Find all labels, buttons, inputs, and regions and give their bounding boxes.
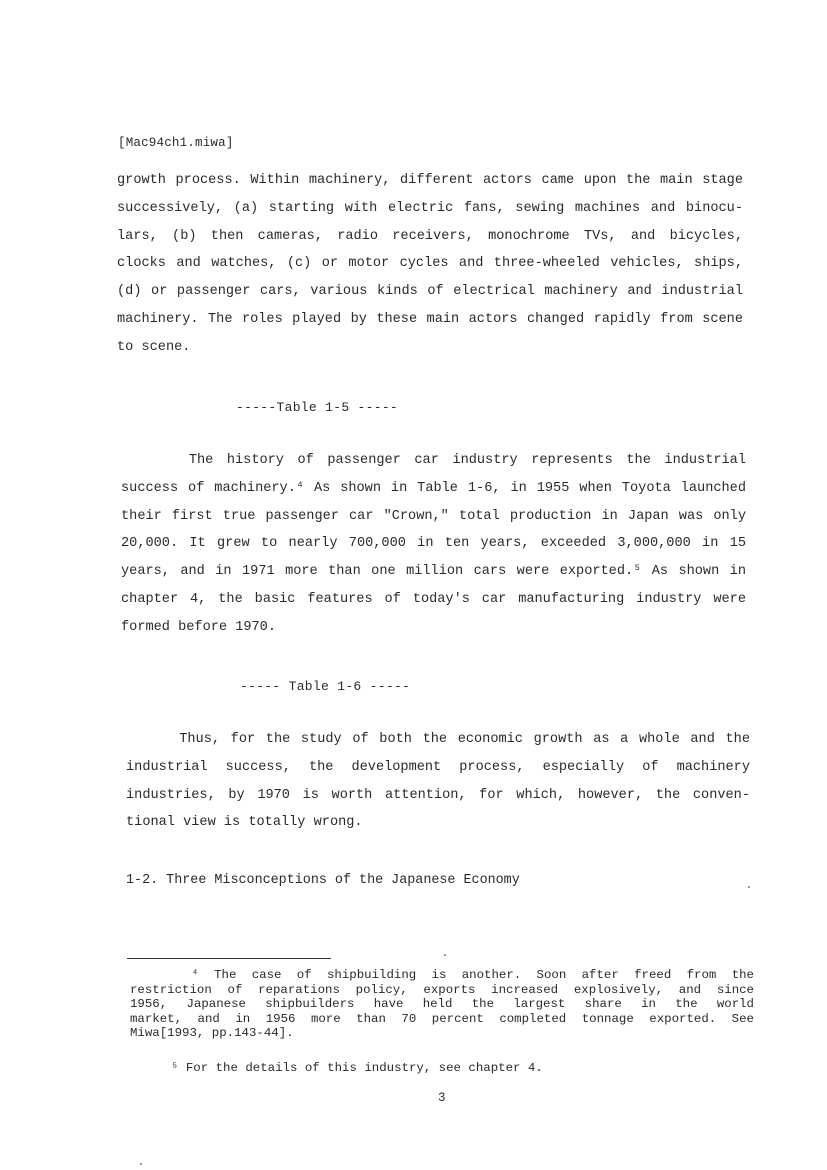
scan-speck [748, 886, 750, 888]
paragraph-line: industries, by 1970 is worth attention, for which, however, the conven- [126, 787, 750, 803]
footnote-separator [127, 958, 331, 959]
paragraph-line: their first true passenger car "Crown," total production in Japan was only [121, 508, 746, 524]
paragraph-line: machinery. The roles played by these main actors changed rapidly from scene [117, 311, 743, 327]
page-number: 3 [438, 1091, 446, 1105]
document-header: [Mac94ch1.miwa] [118, 136, 234, 150]
scan-speck [140, 1163, 142, 1165]
paragraph-line: growth process. Within machinery, different actors came upon the main stage [117, 173, 743, 188]
paragraph-machinery-actors [117, 167, 743, 362]
paragraph-line: chapter 4, the basic features of today's car manufacturing industry were [121, 591, 746, 607]
paragraph-line: Thus, for the study of both the economic growth as a whole and the [126, 732, 750, 747]
paragraph-line: lars, (b) then cameras, radio receivers, monochrome TVs, and bicycles, [117, 228, 743, 244]
section-heading: 1-2. Three Misconceptions of the Japanese Economy [126, 873, 520, 888]
paragraph-passenger-car [121, 447, 746, 642]
footnote-line: 1956, Japanese shipbuilders have held the largest share in the world [130, 997, 754, 1011]
table-1-6-placeholder: ----- Table 1-6 ----- [240, 679, 411, 694]
paragraph-line: (d) or passenger cars, various kinds of electrical machinery and industrial [117, 284, 743, 300]
paragraph-line: industrial success, the development process, especially of machinery [126, 759, 750, 775]
paragraph-line: clocks and watches, (c) or motor cycles and three-wheeled vehicles, ships, [117, 256, 743, 272]
paragraph-line: successively, (a) starting with electric fans, sewing machines and binocu- [117, 200, 743, 216]
paragraph-line: years, and in 1971 more than one million cars were exported.⁵ As shown in [121, 564, 746, 580]
paragraph-conventional-view [126, 726, 750, 837]
paragraph-line: formed before 1970. [121, 619, 276, 635]
footnote-line: ⁴ The case of shipbuilding is another. Soon after freed from the [130, 968, 754, 982]
paragraph-line: to scene. [117, 339, 191, 355]
footnote-line: market, and in 1956 more than 70 percent completed tonnage exported. See [130, 1011, 754, 1026]
paragraph-line: 20,000. It grew to nearly 700,000 in ten years, exceeded 3,000,000 in 15 [121, 536, 746, 552]
scan-speck [444, 954, 446, 956]
footnote-4 [130, 968, 754, 1041]
paragraph-line: The history of passenger car industry represents the industrial [121, 453, 746, 468]
paragraph-line: success of machinery.⁴ As shown in Table 1-6, in 1955 when Toyota launched [121, 480, 746, 496]
table-1-5-placeholder: -----Table 1-5 ----- [236, 400, 399, 415]
paragraph-line: tional view is totally wrong. [126, 815, 363, 831]
footnote-line: Miwa[1993, pp.143-44]. [130, 1026, 294, 1040]
footnote-line: restriction of reparations policy, exports increased explosively, and since [130, 982, 754, 997]
footnote-5: ⁵ For the details of this industry, see chapter 4. [171, 1061, 543, 1075]
